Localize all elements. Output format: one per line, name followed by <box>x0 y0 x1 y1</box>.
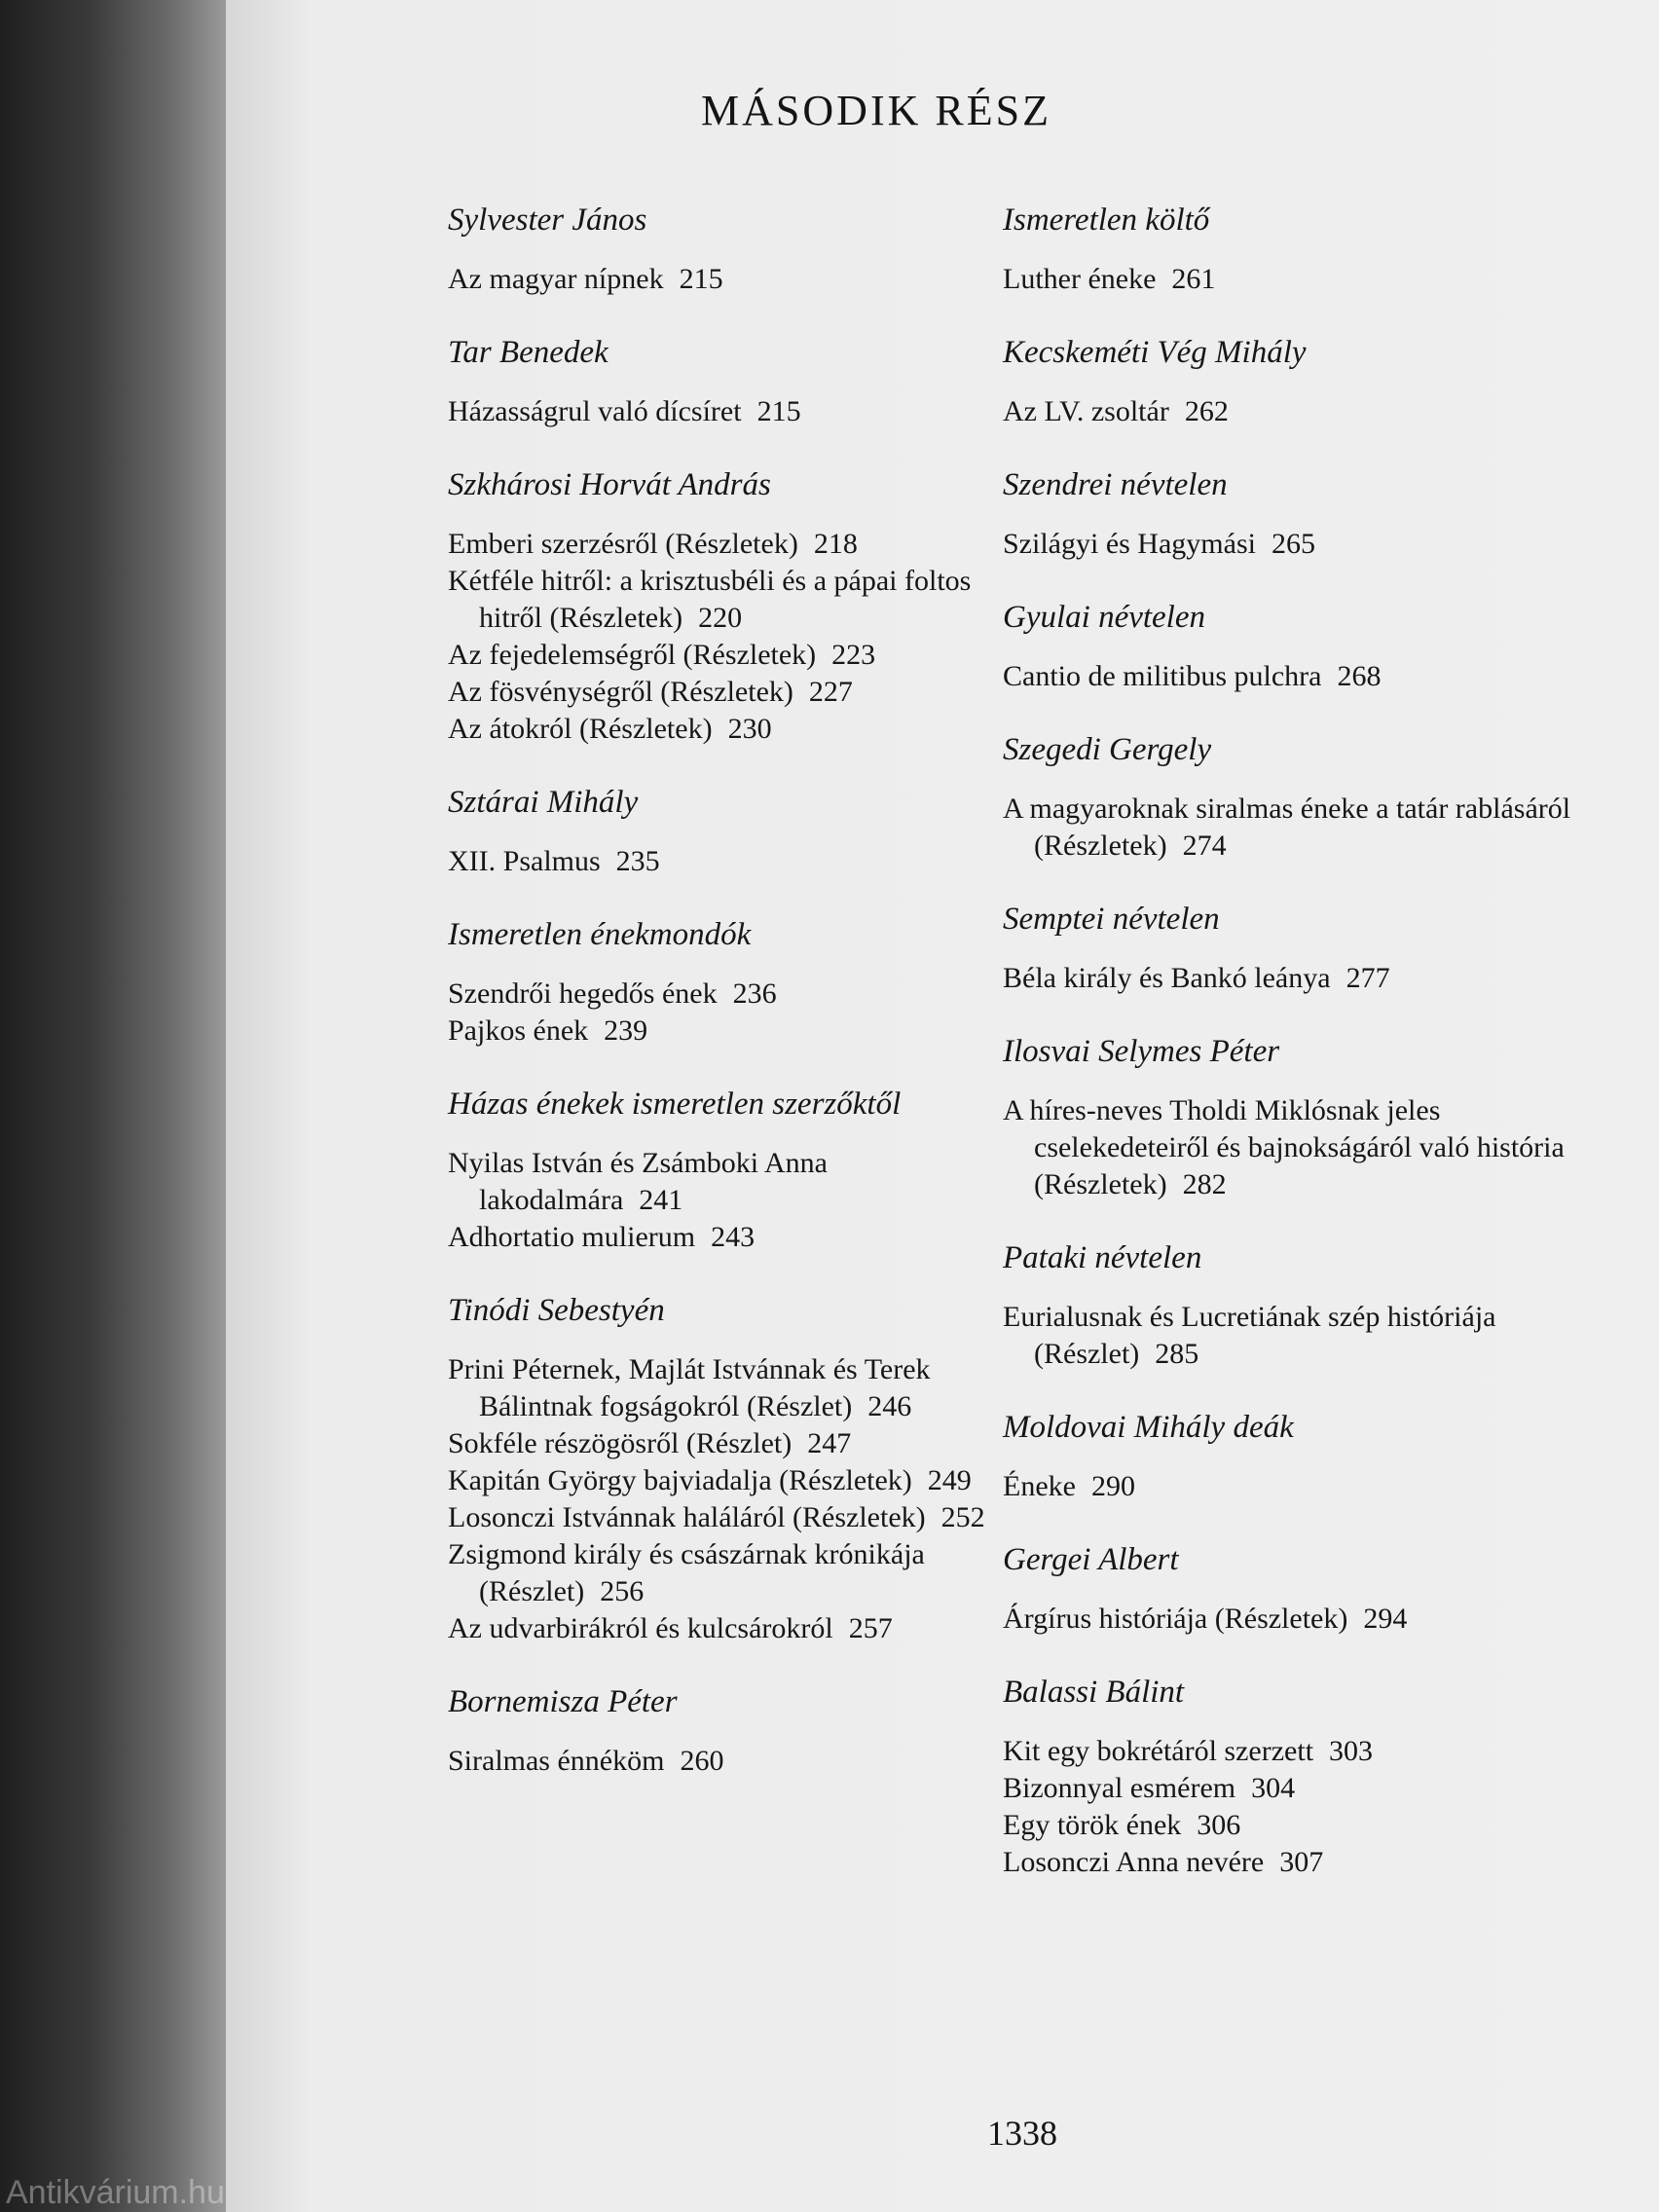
works-list <box>448 1743 1013 1780</box>
work-title: Árgírus históriája (Részletek) <box>1003 1603 1348 1635</box>
toc-section <box>1003 199 1606 298</box>
works-list <box>1003 261 1606 298</box>
author-name: Házas énekek ismeretlen szerzőktől <box>448 1087 902 1122</box>
work-entry <box>1003 1092 1606 1203</box>
work-title: Siralmas énnéköm <box>448 1745 665 1777</box>
works-list <box>1003 526 1606 563</box>
work-entry <box>448 674 1013 711</box>
work-title: Éneke <box>1003 1470 1076 1502</box>
work-title: XII. Psalmus <box>448 845 601 877</box>
work-page-number: 246 <box>867 1390 912 1422</box>
author-name: Kecskeméti Vég Mihály <box>1003 335 1307 370</box>
work-entry <box>1003 658 1606 695</box>
toc-section <box>1003 1030 1606 1203</box>
author-name: Ilosvai Selymes Péter <box>1003 1034 1280 1069</box>
work-title: Az fejedelemségről (Részletek) <box>448 639 817 671</box>
toc-left-column <box>448 199 1013 1813</box>
work-page-number: 230 <box>727 713 772 745</box>
toc-section <box>1003 1538 1606 1638</box>
work-entry <box>1003 1844 1606 1881</box>
work-title: A magyaroknak siralmas éneke a tatár rablásáról (Részletek) <box>1003 793 1571 862</box>
work-title: Kit egy bokrétáról szerzett <box>1003 1735 1314 1767</box>
works-list <box>1003 1092 1606 1203</box>
work-title: Emberi szerzésről (Részletek) <box>448 528 798 560</box>
work-entry <box>448 1219 1013 1256</box>
work-entry <box>448 711 1013 748</box>
work-entry <box>448 261 1013 298</box>
work-page-number: 257 <box>848 1612 893 1644</box>
work-entry <box>448 1425 1013 1462</box>
toc-section <box>1003 596 1606 695</box>
work-page-number: 268 <box>1337 660 1382 692</box>
work-entry <box>1003 261 1606 298</box>
toc-section <box>1003 898 1606 997</box>
works-list <box>1003 791 1606 865</box>
work-page-number: 220 <box>698 602 743 634</box>
toc-section <box>1003 1236 1606 1373</box>
work-entry <box>448 637 1013 674</box>
work-page-number: 265 <box>1271 528 1315 560</box>
work-page-number: 294 <box>1363 1603 1408 1635</box>
work-page-number: 243 <box>711 1221 756 1253</box>
work-page-number: 249 <box>927 1464 972 1496</box>
work-entry <box>448 843 1013 880</box>
work-entry <box>448 1013 1013 1050</box>
author-name: Pataki névtelen <box>1003 1240 1202 1275</box>
work-title: Az LV. zsoltár <box>1003 395 1169 427</box>
work-page-number: 239 <box>604 1014 648 1047</box>
work-entry <box>1003 1299 1606 1373</box>
work-page-number: 236 <box>732 977 777 1010</box>
work-page-number: 215 <box>679 263 723 295</box>
work-title: Zsigmond király és császárnak krónikája (Részlet) <box>448 1538 925 1607</box>
work-title: Adhortatio mulierum <box>448 1221 696 1253</box>
work-title: Házasságrul való dícsíret <box>448 395 742 427</box>
work-entry <box>1003 393 1606 430</box>
toc-section <box>1003 728 1606 865</box>
work-page-number: 274 <box>1182 830 1227 862</box>
author-name: Sylvester János <box>448 203 647 238</box>
toc-section <box>1003 1406 1606 1505</box>
works-list <box>1003 1733 1606 1881</box>
toc-section <box>448 463 1013 748</box>
work-title: A híres-neves Tholdi Miklósnak jeles cselekedeteiről és bajnokságáról való história (Részletek) <box>1003 1094 1565 1200</box>
work-title: Egy török ének <box>1003 1809 1182 1841</box>
book-spine-shadow <box>0 0 226 2212</box>
work-title: Az átokról (Részletek) <box>448 713 713 745</box>
author-name: Szegedi Gergely <box>1003 732 1212 767</box>
work-entry <box>448 1145 1013 1219</box>
work-entry <box>448 1610 1013 1647</box>
work-entry <box>448 1536 1013 1610</box>
work-title: Pajkos ének <box>448 1014 589 1047</box>
work-entry <box>448 393 1013 430</box>
work-title: Eurialusnak és Lucretiának szép históriája (Részlet) <box>1003 1301 1496 1370</box>
work-title: Kapitán György bajviadalja (Részletek) <box>448 1464 912 1496</box>
author-name: Tar Benedek <box>448 335 608 370</box>
work-entry <box>1003 1807 1606 1844</box>
work-page-number: 235 <box>615 845 660 877</box>
work-entry <box>448 1743 1013 1780</box>
work-entry <box>1003 1733 1606 1770</box>
toc-section <box>448 199 1013 298</box>
author-name: Balassi Bálint <box>1003 1675 1185 1710</box>
works-list <box>448 393 1013 430</box>
work-entry <box>1003 1601 1606 1638</box>
work-entry <box>448 976 1013 1013</box>
toc-section <box>448 913 1013 1050</box>
toc-section <box>448 331 1013 430</box>
work-title: Az magyar nípnek <box>448 263 664 295</box>
toc-section <box>448 1289 1013 1647</box>
work-title: Bizonnyal esmérem <box>1003 1772 1236 1804</box>
author-name: Semptei névtelen <box>1003 902 1220 937</box>
works-list <box>1003 1299 1606 1373</box>
work-page-number: 306 <box>1197 1809 1241 1841</box>
author-name: Ismeretlen költő <box>1003 203 1210 238</box>
work-entry <box>448 1499 1013 1536</box>
work-entry <box>1003 1468 1606 1505</box>
work-title: Losonczi Anna nevére <box>1003 1846 1265 1878</box>
toc-section <box>1003 331 1606 430</box>
work-title: Losonczi Istvánnak haláláról (Részletek) <box>448 1501 926 1533</box>
work-page-number: 261 <box>1171 263 1216 295</box>
work-page-number: 247 <box>807 1427 852 1459</box>
work-page-number: 260 <box>680 1745 724 1777</box>
works-list <box>448 976 1013 1050</box>
works-list <box>1003 1601 1606 1638</box>
part-title: MÁSODIK RÉSZ <box>701 87 1051 134</box>
author-name: Sztárai Mihály <box>448 785 639 820</box>
works-list <box>448 526 1013 748</box>
works-list <box>1003 393 1606 430</box>
page-number: 1338 <box>987 2114 1057 2153</box>
works-list <box>448 1351 1013 1647</box>
work-title: Az udvarbirákról és kulcsárokról <box>448 1612 833 1644</box>
works-list <box>448 843 1013 880</box>
work-page-number: 282 <box>1182 1168 1227 1200</box>
author-name: Bornemisza Péter <box>448 1684 678 1719</box>
watermark: Antikvárium.hu <box>6 2174 225 2211</box>
work-page-number: 227 <box>808 676 853 708</box>
work-entry <box>448 1462 1013 1499</box>
work-entry <box>448 526 1013 563</box>
work-entry <box>1003 960 1606 997</box>
work-page-number: 303 <box>1329 1735 1374 1767</box>
work-page-number: 241 <box>639 1184 683 1216</box>
work-title: Prini Péternek, Majlát Istvánnak és Terek Bálintnak fogságokról (Részlet) <box>448 1353 931 1422</box>
toc-section <box>1003 1671 1606 1881</box>
toc-section <box>448 781 1013 880</box>
work-page-number: 262 <box>1184 395 1229 427</box>
work-page-number: 307 <box>1279 1846 1324 1878</box>
author-name: Gyulai névtelen <box>1003 600 1205 635</box>
work-page-number: 256 <box>600 1575 645 1607</box>
work-page-number: 285 <box>1155 1338 1199 1370</box>
work-page-number: 215 <box>756 395 801 427</box>
author-name: Ismeretlen énekmondók <box>448 917 752 952</box>
work-title: Az fösvénységről (Részletek) <box>448 676 793 708</box>
toc-section <box>1003 463 1606 563</box>
author-name: Szkhárosi Horvát András <box>448 467 771 502</box>
work-title: Szendrői hegedős ének <box>448 977 718 1010</box>
work-entry <box>448 1351 1013 1425</box>
work-entry <box>1003 791 1606 865</box>
author-name: Tinódi Sebestyén <box>448 1293 665 1328</box>
author-name: Szendrei névtelen <box>1003 467 1228 502</box>
work-page-number: 223 <box>831 639 876 671</box>
work-page-number: 277 <box>1346 962 1390 994</box>
works-list <box>448 1145 1013 1256</box>
toc-right-column <box>1003 199 1606 1914</box>
work-entry <box>448 563 1013 637</box>
work-title: Kétféle hitről: a krisztusbéli és a pápai foltos hitről (Részletek) <box>448 565 972 634</box>
toc-section <box>448 1083 1013 1256</box>
author-name: Gergei Albert <box>1003 1542 1179 1577</box>
work-title: Sokféle részögösről (Részlet) <box>448 1427 793 1459</box>
works-list <box>1003 1468 1606 1505</box>
works-list <box>1003 658 1606 695</box>
work-page-number: 290 <box>1090 1470 1135 1502</box>
toc-section <box>448 1680 1013 1780</box>
work-title: Luther éneke <box>1003 263 1157 295</box>
work-page-number: 218 <box>813 528 858 560</box>
work-entry <box>1003 526 1606 563</box>
work-title: Szilágyi és Hagymási <box>1003 528 1256 560</box>
author-name: Moldovai Mihály deák <box>1003 1410 1294 1445</box>
work-page-number: 304 <box>1251 1772 1296 1804</box>
work-title: Béla király és Bankó leánya <box>1003 962 1331 994</box>
work-title: Nyilas István és Zsámboki Anna lakodalmára <box>448 1147 828 1216</box>
work-title: Cantio de militibus pulchra <box>1003 660 1322 692</box>
works-list <box>1003 960 1606 997</box>
work-page-number: 252 <box>940 1501 985 1533</box>
work-entry <box>1003 1770 1606 1807</box>
works-list <box>448 261 1013 298</box>
